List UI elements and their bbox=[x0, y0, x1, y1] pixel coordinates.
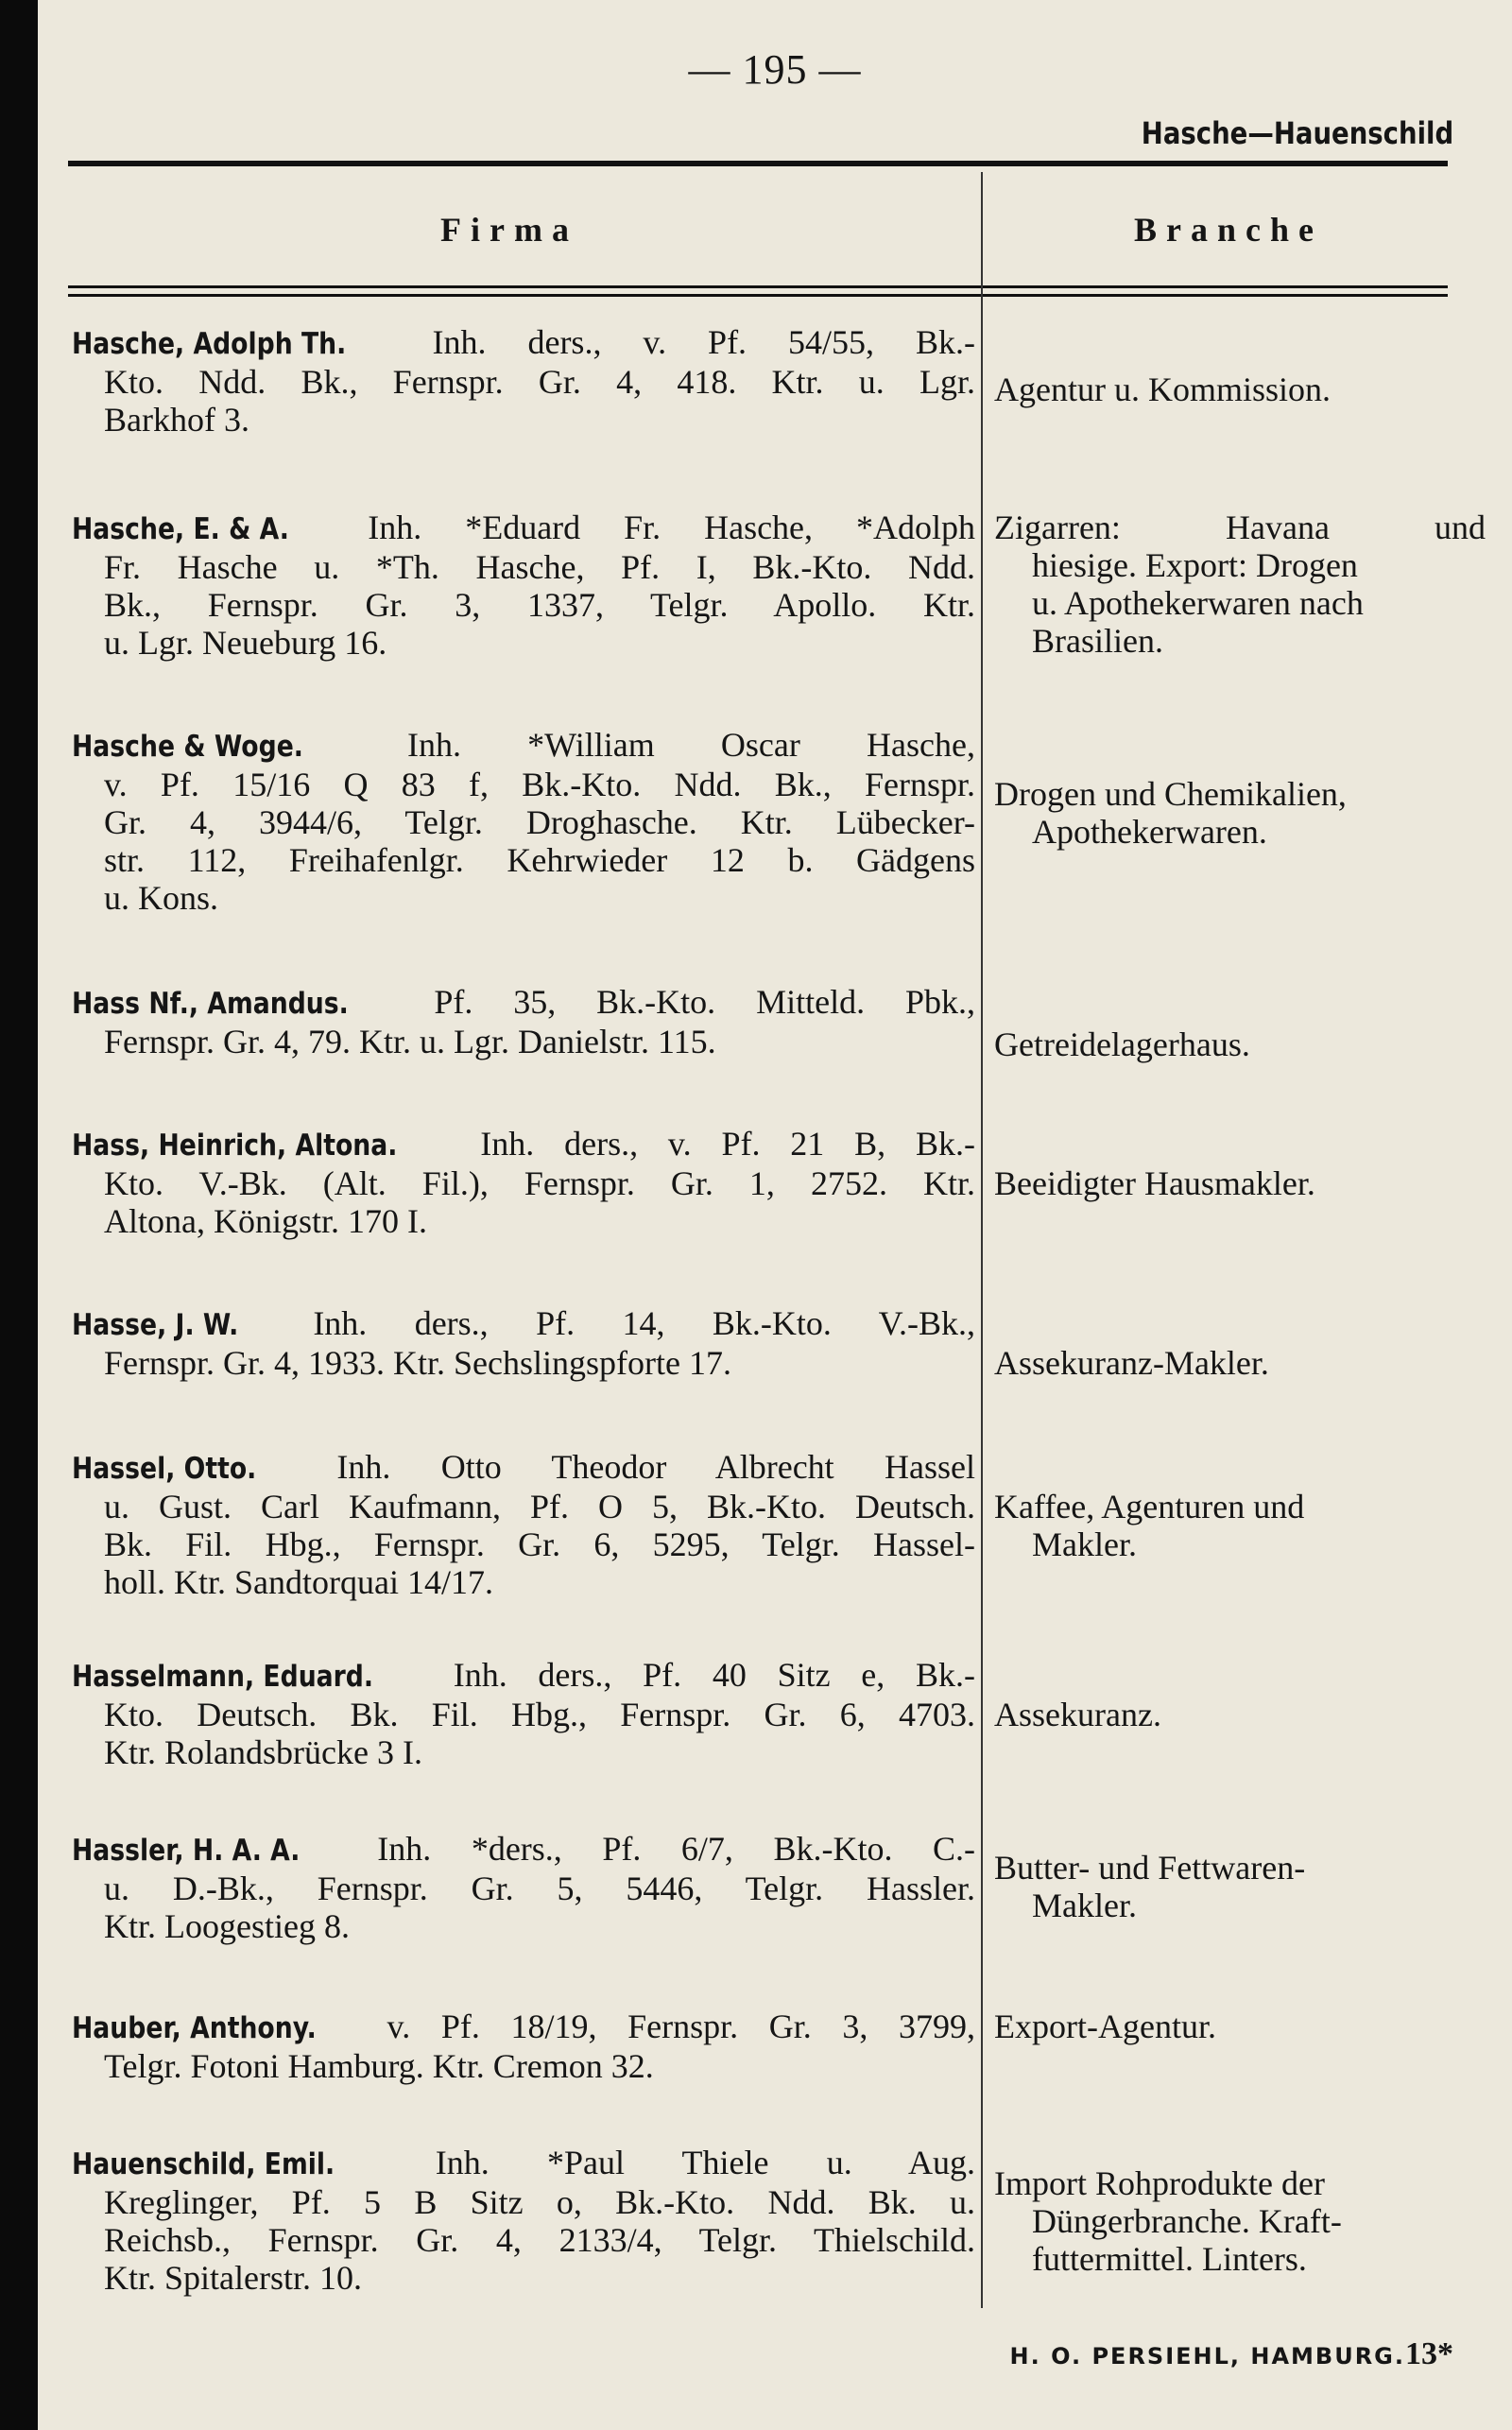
firm-text bbox=[72, 508, 975, 662]
firm-line: Kto. Deutsch. Bk. Fil. Hbg., Fernspr. Gr. 6, 4703. bbox=[104, 1696, 975, 1733]
branche-line: Getreidelagerhaus. bbox=[994, 1025, 1250, 1063]
branche-text bbox=[994, 1488, 1486, 1563]
firm-text bbox=[72, 1656, 975, 1771]
top-rule bbox=[68, 161, 1448, 166]
firm-line: str. 112, Freihafenlgr. Kehrwieder 12 b. Gädgens bbox=[104, 841, 975, 879]
branche-line: u. Apothekerwaren nach bbox=[1032, 584, 1364, 622]
running-head: Hasche—Hauenschild bbox=[1141, 115, 1453, 151]
firm-line: v. Pf. 15/16 Q 83 f, Bk.-Kto. Ndd. Bk., Fernspr. bbox=[104, 766, 975, 803]
branche-text bbox=[994, 1696, 1486, 1733]
firm-line: Inh. *Eduard Fr. Hasche, *Adolph bbox=[368, 508, 975, 546]
branche-line: Assekuranz-Makler. bbox=[994, 1344, 1269, 1382]
branche-line: Makler. bbox=[1032, 1525, 1137, 1563]
firm-name: Hassel, Otto. bbox=[72, 1452, 257, 1486]
firm-name: Hasche, E. & A. bbox=[72, 512, 289, 546]
branche-line: futtermittel. Linters. bbox=[1032, 2240, 1307, 2278]
firm-name: Hasselmann, Eduard. bbox=[72, 1660, 374, 1694]
firm-line: Ktr. Rolandsbrücke 3 I. bbox=[104, 1733, 422, 1771]
firm-line: Inh. *William Oscar Hasche, bbox=[407, 726, 975, 764]
branche-line: Kaffee, Agenturen und bbox=[994, 1488, 1305, 1525]
firm-name: Hauber, Anthony. bbox=[72, 2011, 317, 2045]
branche-line: Düngerbranche. Kraft- bbox=[1032, 2202, 1342, 2240]
printer-imprint bbox=[1010, 2336, 1453, 2372]
firm-line: Barkhof 3. bbox=[104, 401, 249, 439]
firm-line: u. Lgr. Neueburg 16. bbox=[104, 624, 387, 662]
printer-name: H. O. PERSIEHL, HAMBURG. bbox=[1009, 2343, 1405, 2370]
firm-line: Inh. ders., Pf. 40 Sitz e, Bk.- bbox=[453, 1656, 975, 1694]
firm-line: Inh. ders., Pf. 14, Bk.-Kto. V.-Bk., bbox=[313, 1304, 975, 1342]
firm-name: Hasche & Woge. bbox=[72, 730, 303, 764]
branche-text bbox=[994, 1849, 1486, 1924]
branche-line: Apothekerwaren. bbox=[1032, 813, 1267, 851]
firm-text bbox=[72, 1304, 975, 1382]
column-header-branche: Branche bbox=[1134, 211, 1323, 249]
branche-text bbox=[994, 1164, 1486, 1202]
firm-name: Hasse, J. W. bbox=[72, 1308, 239, 1342]
firm-text bbox=[72, 1830, 975, 1945]
firm-line: Inh. ders., v. Pf. 21 B, Bk.- bbox=[480, 1125, 975, 1163]
firm-line: Pf. 35, Bk.-Kto. Mitteld. Pbk., bbox=[434, 983, 976, 1021]
firm-line: Fernspr. Gr. 4, 79. Ktr. u. Lgr. Danielstr. 115. bbox=[104, 1023, 716, 1060]
firm-line: u. Kons. bbox=[104, 879, 219, 917]
firm-line: Ktr. Spitalerstr. 10. bbox=[104, 2259, 362, 2297]
firm-name: Hassler, H. A. A. bbox=[72, 1834, 301, 1868]
firm-text bbox=[72, 2144, 975, 2297]
branche-text bbox=[994, 2008, 1486, 2045]
firm-name: Hass Nf., Amandus. bbox=[72, 987, 349, 1021]
firm-name: Hauenschild, Emil. bbox=[72, 2147, 335, 2181]
firm-line: Bk. Fil. Hbg., Fernspr. Gr. 6, 5295, Telgr. Hassel- bbox=[104, 1525, 975, 1563]
branche-text bbox=[994, 508, 1486, 660]
header-rule-upper bbox=[68, 285, 1448, 288]
firm-text bbox=[72, 323, 975, 439]
firm-line: Gr. 4, 3944/6, Telgr. Droghasche. Ktr. Lübecker- bbox=[104, 803, 975, 841]
branche-line: Assekuranz. bbox=[994, 1696, 1161, 1733]
firm-text bbox=[72, 1125, 975, 1240]
firm-line: Kreglinger, Pf. 5 B Sitz o, Bk.-Kto. Ndd. Bk. u. bbox=[104, 2183, 975, 2221]
branche-line: Beeidigter Hausmakler. bbox=[994, 1164, 1315, 1202]
header-rule-lower bbox=[68, 294, 1448, 297]
branche-line: Zigarren: Havana und bbox=[994, 508, 1486, 546]
firm-text bbox=[72, 726, 975, 917]
branche-text bbox=[994, 1344, 1486, 1382]
firm-line: Altona, Königstr. 170 I. bbox=[104, 1202, 427, 1240]
directory-page bbox=[38, 0, 1512, 2430]
branche-line: Brasilien. bbox=[1032, 622, 1163, 660]
branche-text bbox=[994, 1025, 1486, 1063]
branche-line: Drogen und Chemikalien, bbox=[994, 775, 1347, 813]
sheet-signature: 13* bbox=[1405, 2336, 1453, 2371]
firm-line: holl. Ktr. Sandtorquai 14/17. bbox=[104, 1563, 493, 1601]
branche-line: Import Rohprodukte der bbox=[994, 2164, 1325, 2202]
branche-line: Makler. bbox=[1032, 1887, 1137, 1924]
firm-line: Fr. Hasche u. *Th. Hasche, Pf. I, Bk.-Kto. Ndd. bbox=[104, 548, 975, 586]
firm-name: Hass, Heinrich, Altona. bbox=[72, 1129, 398, 1163]
column-divider bbox=[981, 172, 983, 2308]
firm-line: Reichsb., Fernspr. Gr. 4, 2133/4, Telgr. Thielschild. bbox=[104, 2221, 975, 2259]
branche-text bbox=[994, 775, 1486, 851]
firm-name: Hasche, Adolph Th. bbox=[72, 327, 347, 361]
firm-text bbox=[72, 983, 975, 1060]
column-header-firma: Firma bbox=[440, 211, 578, 249]
firm-line: Inh. Otto Theodor Albrecht Hassel bbox=[336, 1448, 976, 1486]
branche-text bbox=[994, 371, 1486, 408]
firm-line: v. Pf. 18/19, Fernspr. Gr. 3, 3799, bbox=[387, 2008, 975, 2045]
branche-text bbox=[994, 2164, 1486, 2278]
firm-line: Inh. ders., v. Pf. 54/55, Bk.- bbox=[432, 323, 976, 361]
firm-text bbox=[72, 1448, 975, 1601]
firm-line: u. D.-Bk., Fernspr. Gr. 5, 5446, Telgr. Hassler. bbox=[104, 1870, 975, 1907]
firm-line: Telgr. Fotoni Hamburg. Ktr. Cremon 32. bbox=[104, 2047, 654, 2085]
branche-line: Butter- und Fettwaren- bbox=[994, 1849, 1306, 1887]
firm-line: Bk., Fernspr. Gr. 3, 1337, Telgr. Apollo. Ktr. bbox=[104, 586, 975, 624]
branche-line: Agentur u. Kommission. bbox=[994, 371, 1331, 408]
firm-text bbox=[72, 2008, 975, 2085]
firm-line: Inh. *Paul Thiele u. Aug. bbox=[435, 2144, 975, 2181]
firm-line: Kto. V.-Bk. (Alt. Fil.), Fernspr. Gr. 1, 2752. Ktr. bbox=[104, 1164, 975, 1202]
page-number: — 195 — bbox=[688, 46, 862, 93]
branche-line: Export-Agentur. bbox=[994, 2008, 1216, 2045]
branche-line: hiesige. Export: Drogen bbox=[1032, 546, 1358, 584]
firm-line: u. Gust. Carl Kaufmann, Pf. O 5, Bk.-Kto. Deutsch. bbox=[104, 1488, 975, 1525]
firm-line: Kto. Ndd. Bk., Fernspr. Gr. 4, 418. Ktr. u. Lgr. bbox=[104, 363, 975, 401]
firm-line: Inh. *ders., Pf. 6/7, Bk.-Kto. C.- bbox=[377, 1830, 976, 1868]
firm-line: Fernspr. Gr. 4, 1933. Ktr. Sechslingspforte 17. bbox=[104, 1344, 731, 1382]
firm-line: Ktr. Loogestieg 8. bbox=[104, 1907, 350, 1945]
